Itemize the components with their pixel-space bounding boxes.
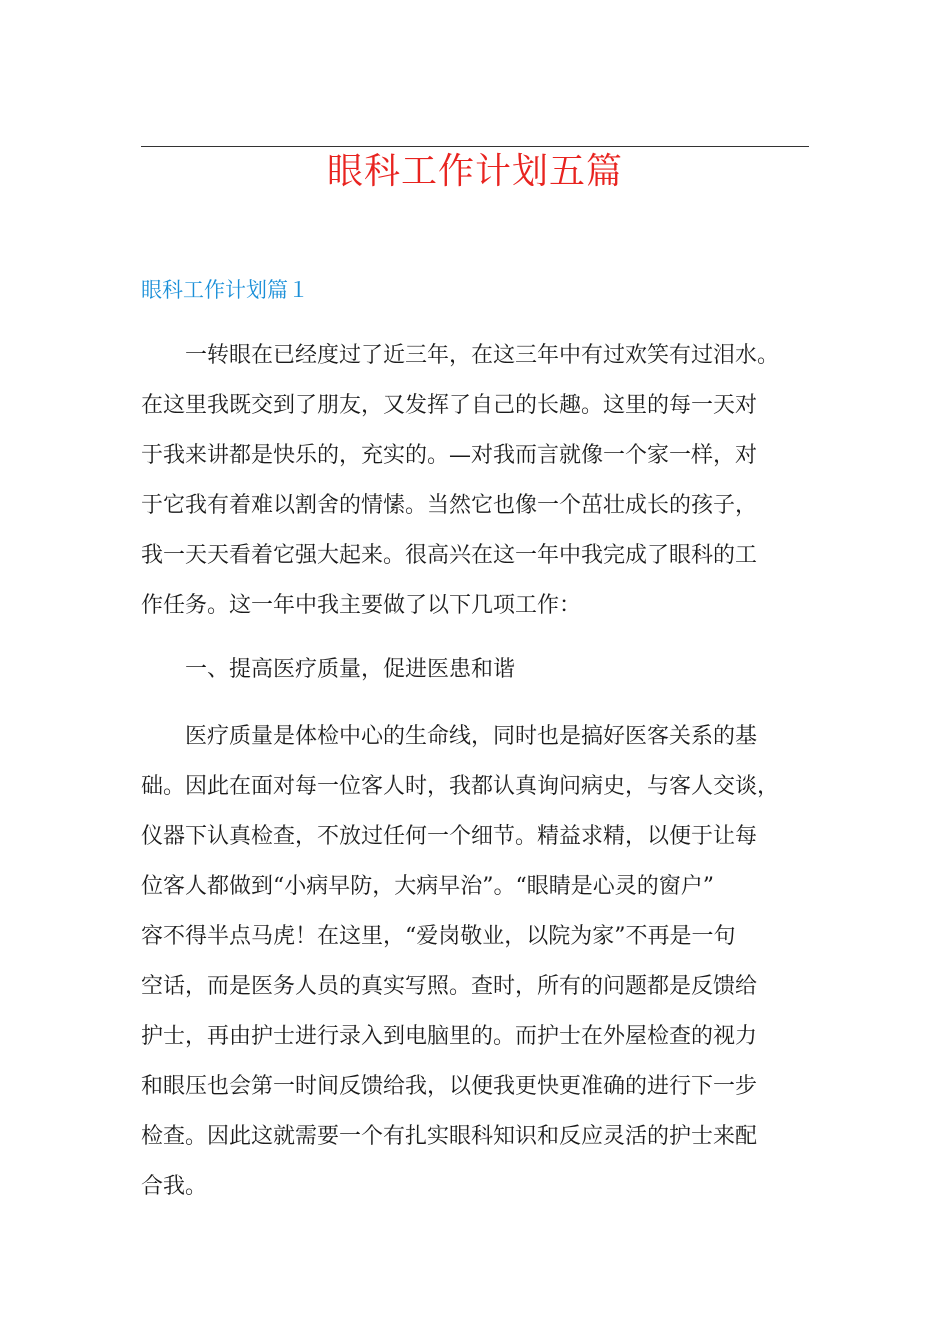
paragraph-1-line: 于我来讲都是快乐的，充实的。—对我而言就像一个家一样，对 xyxy=(141,443,758,468)
document-title: 眼科工作计划五篇 xyxy=(326,151,623,192)
paragraph-2-line: 础。因此在面对每一位客人时，我都认真询问病史，与客人交谈， xyxy=(141,774,780,799)
paragraph-2 xyxy=(141,712,811,1212)
section-heading: 眼科工作计划篇１ xyxy=(141,278,309,302)
paragraph-1-line: 在这里我既交到了朋友，又发挥了自己的长趣。这里的每一天对 xyxy=(141,393,758,418)
paragraph-2-line: 护士，再由护士进行录入到电脑里的。而护士在外屋检查的视力 xyxy=(141,1024,758,1049)
paragraph-1-line: 我一天天看着它强大起来。很高兴在这一年中我完成了眼科的工 xyxy=(141,543,758,568)
paragraph-2-line: 容不得半点马虎！在这里，“爱岗敬业，以院为家”不再是一句 xyxy=(141,924,736,949)
paragraph-2-line: 空话，而是医务人员的真实写照。查时，所有的问题都是反馈给 xyxy=(141,974,758,999)
subheading-block xyxy=(141,645,811,695)
paragraph-2-line: 医疗质量是体检中心的生命线，同时也是搞好医客关系的基 xyxy=(185,724,758,749)
subheading: 一、提高医疗质量，促进医患和谐 xyxy=(185,657,516,682)
paragraph-2-line: 检查。因此这就需要一个有扎实眼科知识和反应灵活的护士来配 xyxy=(141,1124,758,1149)
paragraph-2-line: 和眼压也会第一时间反馈给我，以便我更快更准确的进行下一步 xyxy=(141,1074,758,1099)
paragraph-1-line: 作任务。这一年中我主要做了以下几项工作： xyxy=(141,593,582,618)
paragraph-1 xyxy=(141,331,811,631)
paragraph-2-line: 仪器下认真检查，不放过任何一个细节。精益求精，以便于让每 xyxy=(141,824,758,849)
paragraph-1-line: 一转眼在已经度过了近三年，在这三年中有过欢笑有过泪水。 xyxy=(185,343,780,368)
header-rule xyxy=(141,146,809,147)
paragraph-1-line: 于它我有着难以割舍的情愫。当然它也像一个茁壮成长的孩子， xyxy=(141,493,758,518)
paragraph-2-line: 合我。 xyxy=(141,1174,208,1199)
paragraph-2-line: 位客人都做到“小病早防，大病早治”。“眼睛是心灵的窗户” xyxy=(141,874,714,899)
